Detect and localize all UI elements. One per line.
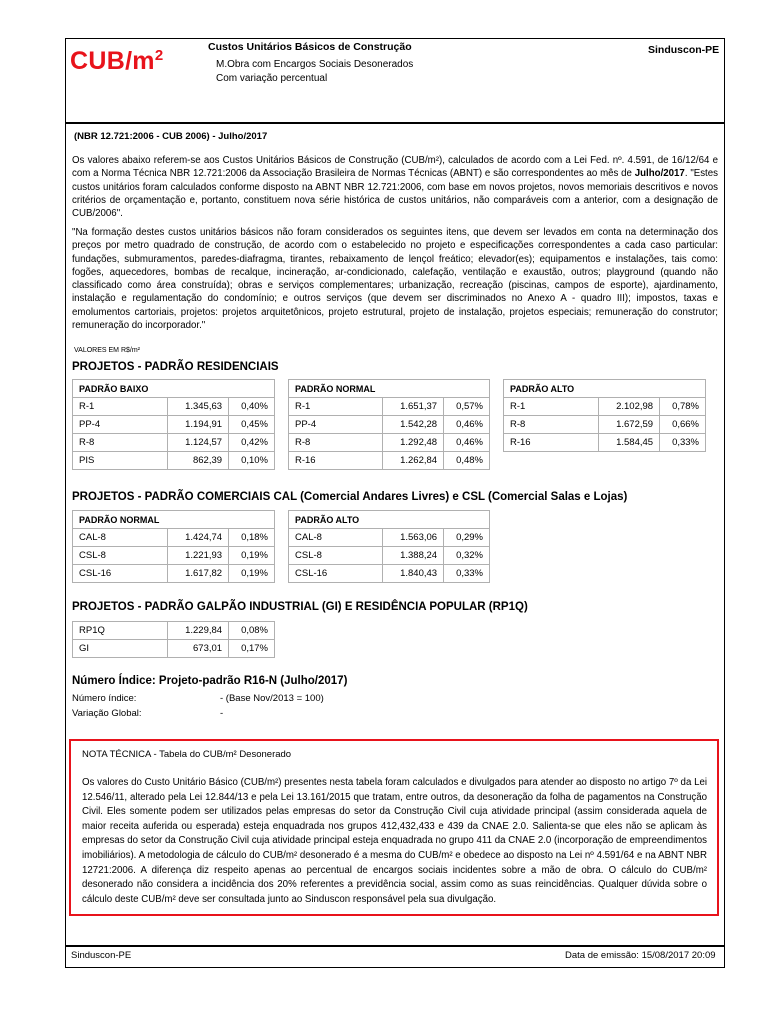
table-cell: PP-4 — [73, 416, 168, 434]
table-cell: 0,46% — [444, 416, 490, 434]
table-header: PADRÃO ALTO — [504, 380, 706, 398]
table-cell: 0,10% — [229, 452, 275, 470]
table-header: PADRÃO NORMAL — [73, 511, 275, 529]
table-row — [504, 434, 706, 452]
table-cell: 1.542,28 — [383, 416, 444, 434]
table-cell: PIS — [73, 452, 168, 470]
table-row — [289, 547, 490, 565]
table-cell: 1.194,91 — [168, 416, 229, 434]
table-cell: 1.840,43 — [383, 565, 444, 583]
table-cell: R-8 — [504, 416, 599, 434]
table-cell: 0,46% — [444, 434, 490, 452]
table-cell: 0,66% — [660, 416, 706, 434]
table-cell: 1.388,24 — [383, 547, 444, 565]
table-residencial-alto — [503, 379, 706, 452]
table-row — [289, 434, 490, 452]
table-row — [73, 529, 275, 547]
table-cell: 1.651,37 — [383, 398, 444, 416]
document-title: Custos Unitários Básicos de Construção — [208, 41, 412, 53]
table-header: PADRÃO ALTO — [289, 511, 490, 529]
table-comercial-alto — [288, 510, 490, 583]
cub-logo: CUB/$m^2$ — [70, 47, 164, 75]
table-cell: 1.617,82 — [168, 565, 229, 583]
table-cell: 0,45% — [229, 416, 275, 434]
section-indice-title: Número Índice: Projeto-padrão R16-N (Julho/2017) — [72, 675, 348, 687]
table-cell: 0,42% — [229, 434, 275, 452]
table-residencial-baixo — [72, 379, 275, 470]
table-row — [73, 622, 275, 640]
table-cell: R-16 — [504, 434, 599, 452]
table-cell: 1.672,59 — [599, 416, 660, 434]
table-cell: 673,01 — [168, 640, 229, 658]
table-cell: 1.292,48 — [383, 434, 444, 452]
table-row — [73, 547, 275, 565]
table-cell: CSL-8 — [289, 547, 383, 565]
reference-line: (NBR 12.721:2006 - CUB 2006) - Julho/2017 — [74, 131, 268, 142]
table-header: PADRÃO BAIXO — [73, 380, 275, 398]
table-cell: 0,33% — [444, 565, 490, 583]
table-cell: 0,40% — [229, 398, 275, 416]
table-row — [73, 565, 275, 583]
table-row — [289, 452, 490, 470]
table-comercial-normal — [72, 510, 275, 583]
table-cell: RP1Q — [73, 622, 168, 640]
table-cell: 1.124,57 — [168, 434, 229, 452]
table-cell: PP-4 — [289, 416, 383, 434]
nota-tecnica-text: Os valores do Custo Unitário Básico (CUB/m²) presentes nesta tabela foram calculados e divulgados para atender ao disposto no artigo 7º da Lei 12.546/11, alterado pela Lei 12.844/13 e pela Lei 13.161/2015 que tratam, entre outros, da desoneração da folha de pagamentos na Construção Civil. Eles somente podem ser utilizados pelas empresas do setor da Construção Civil cuja atividade principal (assim considerada aquela de maior receita auferida ou esperada) esteja enquadrada nos grupos 412,432,433 e 439 da CNAE 2.0. Salienta-se que eles não se aplicam às empresas do setor da Construção Civil cuja atividade principal esteja enquadrada no grupo 411 da CNAE 2.0 (incorporação de empreendimentos imobiliários). A metodologia de cálculo do CUB/m² desonerado é a mesma do CUB/m² e obedece ao disposto na Lei nº 4.591/64 e na ABNT NBR 12721:2006. A diferença diz respeito apenas ao percentual de encargos sociais incidentes sobre a mão de obra. O cálculo do CUB/m² desonerado não considera a incidência dos 20% referentes a previdência social, assim como as suas reincidências. Qualquer dúvida sobre o cálculo deste CUB/m² deve ser consultada junto ao Sinduscon responsável pela sua divulgação. — [82, 777, 707, 905]
table-cell: 0,17% — [229, 640, 275, 658]
table-cell: R-1 — [289, 398, 383, 416]
table-cell: CAL-8 — [73, 529, 168, 547]
exclusions-paragraph: "Na formação destes custos unitários básicos não foram considerados os seguintes itens, que devem ser levados em conta na determinação dos preços por metro quadrado de construção, de acordo com o estabelecido no projeto e especificações correspondentes a cada caso particular: fundações, submuramentos, paredes-diafragma, tirantes, rebaixamento de lençol freático; elevador(es); equipamentos e instalações, tais como: fogões, aquecedores, bombas de recalque, incineração, ar-condicionado, calefação, ventilação e exaustão, outros; playground (quando não classificado como área construída); obras e serviços complementares; urbanização, recreação (piscinas, campos de esporte), ajardinamento, instalação e regulamentação do condomínio; e outros serviços (que devem ser discriminados no Anexo A - quadro III); impostos, taxas e emolumentos cartoriais, projetos: projetos arquitetônicos, projeto estrutural, projeto de instalação, projetos especiais; remuneração do construtor; remuneração do incorporador." — [72, 227, 718, 332]
table-cell: 0,32% — [444, 547, 490, 565]
table-cell: 0,57% — [444, 398, 490, 416]
table-cell: 0,29% — [444, 529, 490, 547]
table-row — [289, 565, 490, 583]
table-cell: 0,18% — [229, 529, 275, 547]
section-galpao-title: PROJETOS - PADRÃO GALPÃO INDUSTRIAL (GI) E RESIDÊNCIA POPULAR (RP1Q) — [72, 601, 528, 613]
table-cell: CSL-16 — [289, 565, 383, 583]
organization-name: Sinduscon-PE — [648, 44, 720, 56]
numero-indice-value: - (Base Nov/2013 = 100) — [220, 693, 324, 704]
table-cell: 0,48% — [444, 452, 490, 470]
table-residencial-normal — [288, 379, 490, 470]
table-galpao — [72, 621, 275, 658]
table-cell: 862,39 — [168, 452, 229, 470]
table-cell: 0,33% — [660, 434, 706, 452]
table-cell: 0,19% — [229, 565, 275, 583]
table-row — [289, 529, 490, 547]
table-cell: 1.229,84 — [168, 622, 229, 640]
footer-organization: Sinduscon-PE — [71, 950, 132, 961]
numero-indice-label: Número índice: — [72, 693, 137, 704]
table-cell: 1.563,06 — [383, 529, 444, 547]
table-row — [73, 452, 275, 470]
section-comercial-title: PROJETOS - PADRÃO COMERCIAIS CAL (Comercial Andares Livres) e CSL (Comercial Salas e Lojas) — [72, 491, 628, 503]
table-cell: 1.262,84 — [383, 452, 444, 470]
variacao-global-label: Variação Global: — [72, 708, 142, 719]
table-cell: CSL-16 — [73, 565, 168, 583]
table-cell: 0,19% — [229, 547, 275, 565]
values-unit-label: VALORES EM R$/m² — [74, 347, 140, 354]
table-cell: 1.584,45 — [599, 434, 660, 452]
table-row — [504, 416, 706, 434]
document-subtitle-2: Com variação percentual — [216, 73, 328, 84]
table-row — [73, 398, 275, 416]
table-row — [73, 416, 275, 434]
table-cell: R-16 — [289, 452, 383, 470]
table-cell: 0,78% — [660, 398, 706, 416]
table-cell: CAL-8 — [289, 529, 383, 547]
table-cell: R-1 — [73, 398, 168, 416]
variacao-global-value: - — [220, 708, 224, 719]
intro-paragraph: Os valores abaixo referem-se aos Custos Unitários Básicos de Construção (CUB/m²), calculados de acordo com a Lei Fed. nº. 4.591, de 16/12/64 e com a Norma Técnica NBR 12.721:2006 da Associação Brasileira de Normas Técnicas (ABNT) e são correspondentes ao mês de Julho/2017. "Estes custos unitários foram calculados conforme disposto na ABNT NBR 12.721:2006, com base em novos projetos, novos memoriais descritivos e novos critérios de orçamentação e, portanto, constituem nova série histórica de custos unitários, não comparáveis com a anterior, com a designação de CUB/2006". — [72, 155, 718, 220]
table-cell: 2.102,98 — [599, 398, 660, 416]
table-cell: 1.345,63 — [168, 398, 229, 416]
table-row — [504, 398, 706, 416]
table-row — [73, 434, 275, 452]
table-cell: CSL-8 — [73, 547, 168, 565]
table-cell: R-1 — [504, 398, 599, 416]
table-row — [73, 640, 275, 658]
document-subtitle-1: M.Obra com Encargos Sociais Desonerados — [216, 59, 414, 70]
table-cell: 1.221,93 — [168, 547, 229, 565]
table-row — [289, 398, 490, 416]
table-header: PADRÃO NORMAL — [289, 380, 490, 398]
nota-tecnica-title: NOTA TÉCNICA - Tabela do CUB/m² Desonerado — [82, 749, 292, 760]
table-cell: 1.424,74 — [168, 529, 229, 547]
table-row — [289, 416, 490, 434]
table-cell: R-8 — [289, 434, 383, 452]
table-cell: 0,08% — [229, 622, 275, 640]
footer-emission-date: Data de emissão: 15/08/2017 20:09 — [565, 950, 716, 961]
table-cell: R-8 — [73, 434, 168, 452]
section-residencial-title: PROJETOS - PADRÃO RESIDENCIAIS — [72, 361, 279, 373]
table-cell: GI — [73, 640, 168, 658]
